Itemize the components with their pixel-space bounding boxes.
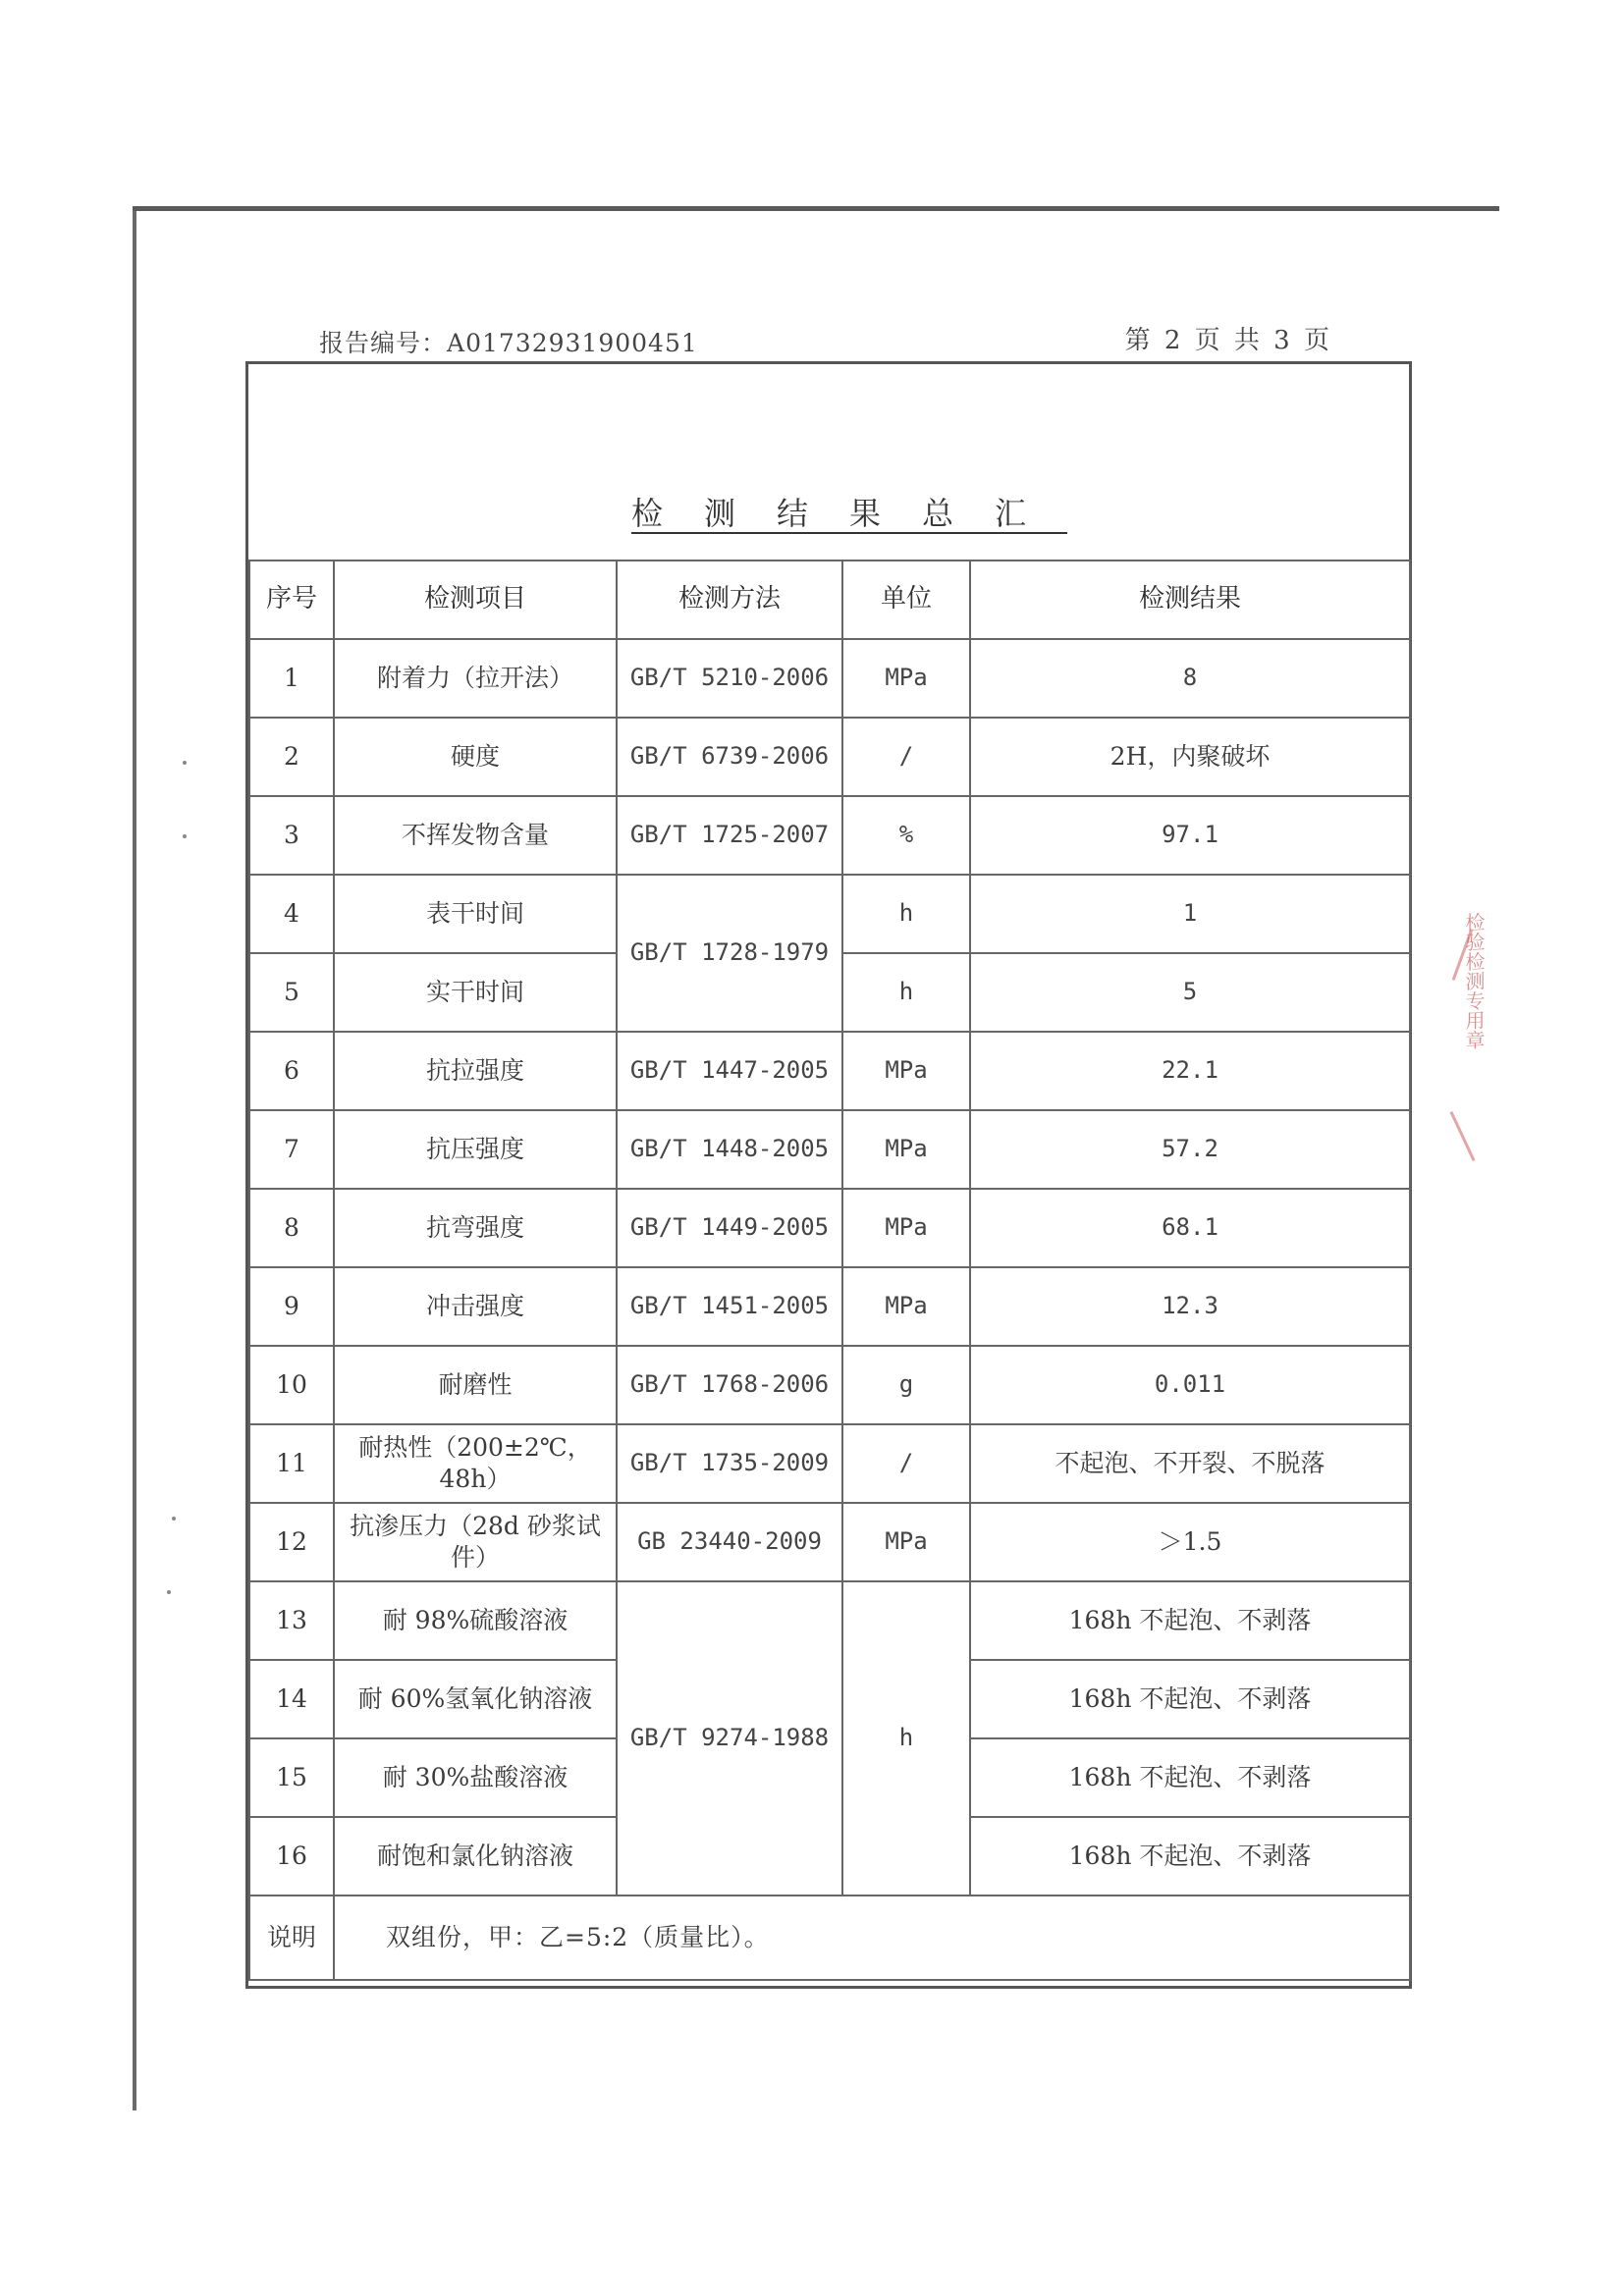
column-header: 单位 bbox=[842, 561, 970, 639]
row-number: 13 bbox=[249, 1581, 334, 1660]
table-row bbox=[249, 1503, 1410, 1581]
row-number: 11 bbox=[249, 1424, 334, 1503]
row-number: 6 bbox=[249, 1032, 334, 1110]
note-text: 双组份，甲：乙=5:2（质量比）。 bbox=[334, 1896, 1410, 1980]
column-header: 检测结果 bbox=[970, 561, 1410, 639]
table-row bbox=[249, 796, 1410, 875]
table-row bbox=[249, 1110, 1410, 1189]
test-result: 5 bbox=[970, 953, 1410, 1032]
test-result: ＞1.5 bbox=[970, 1503, 1410, 1581]
test-result: 0.011 bbox=[970, 1346, 1410, 1424]
row-number: 9 bbox=[249, 1267, 334, 1346]
row-number: 8 bbox=[249, 1189, 334, 1267]
test-item: 抗压强度 bbox=[334, 1110, 617, 1189]
table-row bbox=[249, 1267, 1410, 1346]
table-row bbox=[249, 1424, 1410, 1503]
test-result: 8 bbox=[970, 639, 1410, 718]
table-row bbox=[249, 1032, 1410, 1110]
row-number: 12 bbox=[249, 1503, 334, 1581]
unit: g bbox=[842, 1346, 970, 1424]
test-method: GB/T 1451-2005 bbox=[617, 1267, 842, 1346]
table-row bbox=[249, 1346, 1410, 1424]
test-result: 22.1 bbox=[970, 1032, 1410, 1110]
unit: h bbox=[842, 875, 970, 953]
unit: MPa bbox=[842, 1503, 970, 1581]
unit: / bbox=[842, 718, 970, 796]
test-result: 97.1 bbox=[970, 796, 1410, 875]
unit: / bbox=[842, 1424, 970, 1503]
test-method: GB/T 1725-2007 bbox=[617, 796, 842, 875]
test-method: GB/T 9274-1988 bbox=[617, 1581, 842, 1896]
test-result: 168h 不起泡、不剥落 bbox=[970, 1581, 1410, 1660]
report-number: 报告编号：A01732931900451 bbox=[319, 329, 698, 357]
results-table bbox=[248, 560, 1411, 1981]
test-item: 硬度 bbox=[334, 718, 617, 796]
test-method: GB/T 1735-2009 bbox=[617, 1424, 842, 1503]
row-number: 10 bbox=[249, 1346, 334, 1424]
row-number: 5 bbox=[249, 953, 334, 1032]
test-item: 耐热性（200±2℃，48h） bbox=[334, 1424, 617, 1503]
note-row bbox=[249, 1896, 1410, 1980]
test-method: GB/T 1728-1979 bbox=[617, 875, 842, 1032]
test-item: 耐 98%硫酸溶液 bbox=[334, 1581, 617, 1660]
test-item: 表干时间 bbox=[334, 875, 617, 953]
test-result: 不起泡、不开裂、不脱落 bbox=[970, 1424, 1410, 1503]
row-number: 3 bbox=[249, 796, 334, 875]
test-item: 实干时间 bbox=[334, 953, 617, 1032]
scan-speck bbox=[172, 1517, 176, 1521]
table-row bbox=[249, 1581, 1410, 1660]
test-item: 附着力（拉开法） bbox=[334, 639, 617, 718]
row-number: 15 bbox=[249, 1738, 334, 1817]
page-title: 检测结果总汇 bbox=[630, 495, 1067, 532]
row-number: 1 bbox=[249, 639, 334, 718]
table-row bbox=[249, 718, 1410, 796]
table-row bbox=[249, 875, 1410, 953]
test-item: 抗渗压力（28d 砂浆试件） bbox=[334, 1503, 617, 1581]
test-result: 168h 不起泡、不剥落 bbox=[970, 1660, 1410, 1738]
unit: MPa bbox=[842, 1267, 970, 1346]
unit: h bbox=[842, 1581, 970, 1896]
test-result: 12.3 bbox=[970, 1267, 1410, 1346]
test-item: 抗拉强度 bbox=[334, 1032, 617, 1110]
test-item: 耐 30%盐酸溶液 bbox=[334, 1738, 617, 1817]
unit: MPa bbox=[842, 639, 970, 718]
test-method: GB 23440-2009 bbox=[617, 1503, 842, 1581]
scan-edge-left bbox=[133, 211, 136, 2110]
test-method: GB/T 1447-2005 bbox=[617, 1032, 842, 1110]
scan-speck bbox=[167, 1590, 171, 1594]
inspection-stamp: 检验检测专用章 bbox=[1462, 911, 1486, 1050]
test-method: GB/T 1449-2005 bbox=[617, 1189, 842, 1267]
unit: h bbox=[842, 953, 970, 1032]
column-header: 检测方法 bbox=[617, 561, 842, 639]
test-item: 不挥发物含量 bbox=[334, 796, 617, 875]
test-method: GB/T 1448-2005 bbox=[617, 1110, 842, 1189]
table-row bbox=[249, 1189, 1410, 1267]
table-header-row bbox=[249, 561, 1410, 639]
row-number: 14 bbox=[249, 1660, 334, 1738]
unit: % bbox=[842, 796, 970, 875]
test-item: 冲击强度 bbox=[334, 1267, 617, 1346]
scan-speck bbox=[183, 761, 187, 765]
unit: MPa bbox=[842, 1032, 970, 1110]
test-result: 68.1 bbox=[970, 1189, 1410, 1267]
note-label: 说明 bbox=[249, 1896, 334, 1980]
column-header: 序号 bbox=[249, 561, 334, 639]
test-result: 2H，内聚破坏 bbox=[970, 718, 1410, 796]
page-info: 第 2 页 共 3 页 bbox=[1124, 326, 1329, 355]
test-result: 57.2 bbox=[970, 1110, 1410, 1189]
test-item: 耐 60%氢氧化钠溶液 bbox=[334, 1660, 617, 1738]
unit: MPa bbox=[842, 1189, 970, 1267]
row-number: 2 bbox=[249, 718, 334, 796]
scan-edge-top bbox=[133, 206, 1499, 211]
test-item: 抗弯强度 bbox=[334, 1189, 617, 1267]
test-result: 168h 不起泡、不剥落 bbox=[970, 1817, 1410, 1896]
scan-speck bbox=[183, 834, 187, 838]
table-row bbox=[249, 639, 1410, 718]
column-header: 检测项目 bbox=[334, 561, 617, 639]
test-result: 1 bbox=[970, 875, 1410, 953]
unit: MPa bbox=[842, 1110, 970, 1189]
row-number: 4 bbox=[249, 875, 334, 953]
test-result: 168h 不起泡、不剥落 bbox=[970, 1738, 1410, 1817]
test-method: GB/T 1768-2006 bbox=[617, 1346, 842, 1424]
test-method: GB/T 6739-2006 bbox=[617, 718, 842, 796]
test-method: GB/T 5210-2006 bbox=[617, 639, 842, 718]
row-number: 16 bbox=[249, 1817, 334, 1896]
row-number: 7 bbox=[249, 1110, 334, 1189]
test-item: 耐磨性 bbox=[334, 1346, 617, 1424]
test-item: 耐饱和氯化钠溶液 bbox=[334, 1817, 617, 1896]
